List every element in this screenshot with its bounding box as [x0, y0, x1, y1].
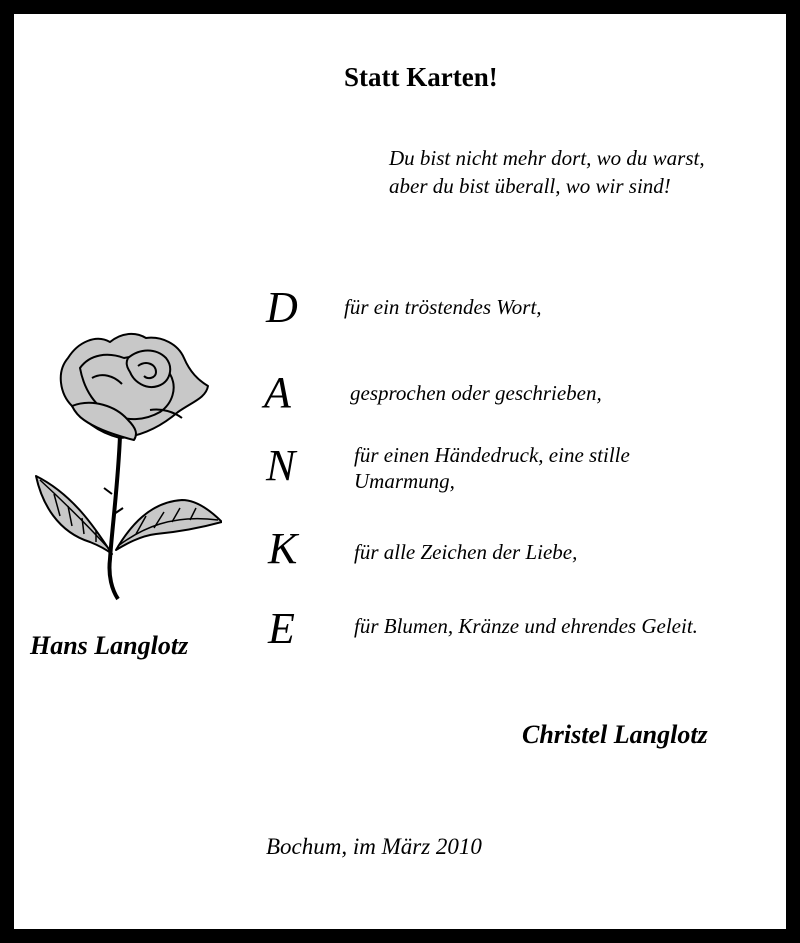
- danke-letter-a: A: [264, 368, 291, 417]
- thanks-line-2: gesprochen oder geschrieben,: [350, 381, 602, 405]
- danke-letter-n: N: [266, 441, 296, 490]
- signer-name: Christel Langlotz: [522, 720, 708, 749]
- thanks-line-5: für Blumen, Kränze und ehrendes Geleit.: [354, 614, 698, 638]
- place-date: Bochum, im März 2010: [266, 834, 482, 859]
- deceased-name: Hans Langlotz: [30, 631, 189, 660]
- thanks-line-3: für einen Händedruck, eine stille: [354, 443, 630, 467]
- obituary-card: [14, 14, 786, 929]
- thanks-line-3b: Umarmung,: [354, 469, 455, 493]
- danke-letter-e: E: [268, 604, 295, 653]
- thanks-line-1: für ein tröstendes Wort,: [344, 295, 542, 319]
- danke-letter-k: K: [268, 524, 298, 573]
- rose-illustration: [32, 314, 222, 614]
- danke-letter-d: D: [266, 283, 298, 332]
- thanks-line-4: für alle Zeichen der Liebe,: [354, 540, 578, 564]
- quote-line-2: aber du bist überall, wo wir sind!: [389, 174, 671, 198]
- quote-line-1: Du bist nicht mehr dort, wo du warst,: [389, 146, 705, 170]
- card-heading: Statt Karten!: [344, 62, 498, 92]
